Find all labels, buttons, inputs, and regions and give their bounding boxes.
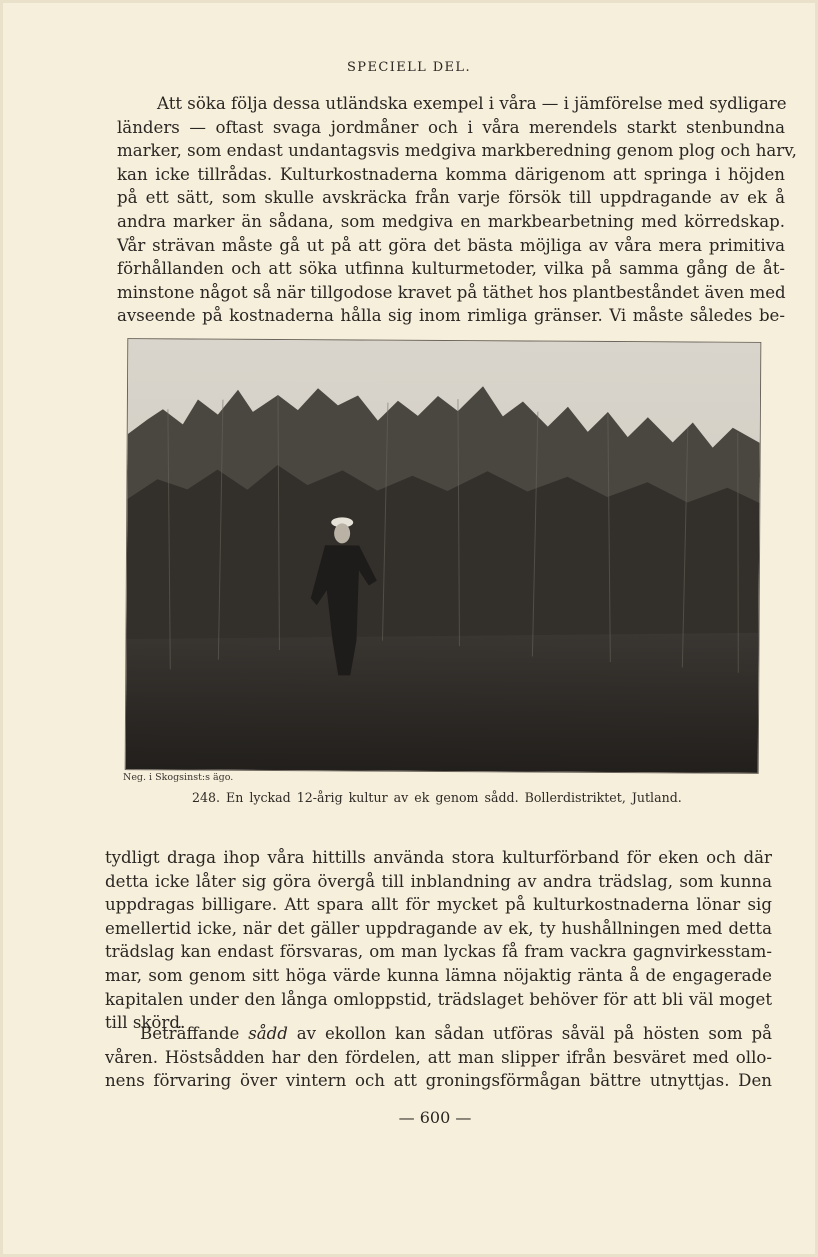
paragraph-3 xyxy=(105,1022,772,1093)
text-line: nens förvaring över vintern och att groningsförmågan bättre utnyttjas. Den xyxy=(105,1071,772,1091)
emphasis-sadd: sådd xyxy=(248,1024,288,1043)
photo-credit: Neg. i Skogsinst:s ägo. xyxy=(123,772,234,783)
text-line: tydligt draga ihop våra hittills använda stora kulturförband för eken och där xyxy=(105,848,772,867)
text-line: Att söka följa dessa utländska exempel i våra — i jämförelse med sydligare xyxy=(157,94,787,113)
text-line: detta icke låter sig göra övergå till inblandning av andra trädslag, som kunna xyxy=(105,871,772,891)
oak-stand-photograph xyxy=(125,338,762,774)
text-line: kan icke tillrådas. Kulturkostnaderna komma därigenom att springa i höjden xyxy=(117,164,785,184)
running-head: SPECIELL DEL. xyxy=(347,60,471,75)
photograph-image xyxy=(126,339,761,773)
text-line: våren. Höstsådden har den fördelen, att man slipper ifrån besväret med ollo- xyxy=(105,1047,772,1067)
text-line xyxy=(105,1022,772,1046)
page-number: — 600 — xyxy=(398,1108,472,1127)
text-line: mar, som genom sitt höga värde kunna lämna nöjaktig ränta å de engagerade xyxy=(105,965,772,985)
text-line: kapitalen under den långa omloppstid, trädslaget behöver för att bli väl moget xyxy=(105,989,772,1009)
text-line: andra marker än sådana, som medgiva en markbearbetning med körredskap. xyxy=(117,211,785,231)
text-line: Vår strävan måste gå ut på att göra det bästa möjliga av våra mera primitiva xyxy=(117,235,785,255)
figure-caption: 248. En lyckad 12-årig kultur av ek genom sådd. Bollerdistriktet, Jutland. xyxy=(192,790,682,805)
text-line: förhållanden och att söka utfinna kulturmetoder, vilka på samma gång de åt- xyxy=(117,259,785,279)
lead-text: Beträffande xyxy=(140,1024,249,1043)
text-line: på ett sätt, som skulle avskräcka från varje försök till uppdragande av ek å xyxy=(117,188,785,208)
text-line: minstone något så när tillgodose kravet på täthet hos plantbeståndet även med xyxy=(117,282,786,302)
line-rest: av ekollon kan sådan utföras såväl på hösten som på xyxy=(287,1024,772,1043)
paragraph-1 xyxy=(117,92,797,328)
text-line: marker, som endast undantagsvis medgiva markberedning genom plog och harv, xyxy=(117,141,797,161)
text-line: avseende på kostnaderna hålla sig inom rimliga gränser. Vi måste således be- xyxy=(117,306,785,326)
paragraph-2 xyxy=(105,846,772,1035)
text-line: trädslag kan endast försvaras, om man lyckas få fram vackra gagnvirkesstam- xyxy=(105,942,772,962)
text-line: emellertid icke, när det gäller uppdragande av ek, ty hushållningen med detta xyxy=(105,918,772,938)
text-line: till skörd. xyxy=(105,1013,186,1033)
text-line: länders — oftast svaga jordmåner och i våra merendels starkt stenbundna xyxy=(117,117,785,137)
text-line: uppdragas billigare. Att spara allt för mycket på kulturkostnaderna lönar sig xyxy=(105,895,772,915)
